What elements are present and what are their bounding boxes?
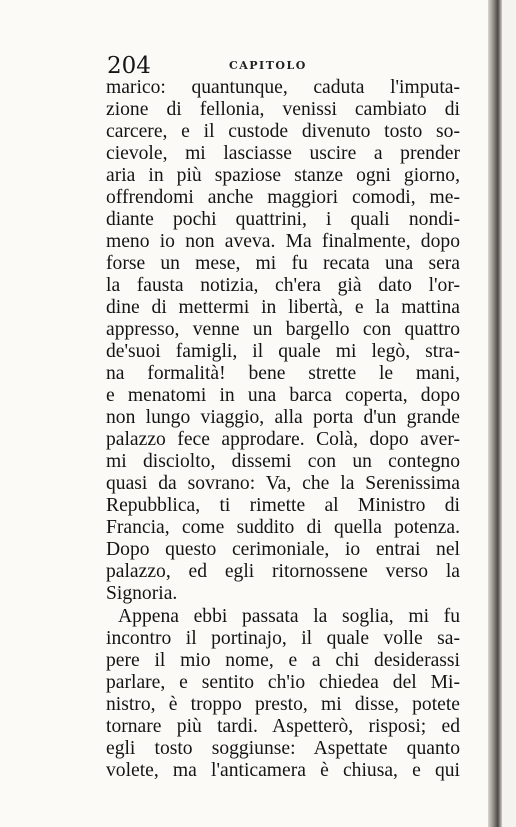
text-line: palazzo fece approdare. Colà, dopo aver- [106, 429, 460, 450]
text-line: offrendomi anche maggiori comodi, me- [106, 187, 460, 208]
text-line: zione di fellonia, venissi cambiato di [106, 99, 460, 120]
page-number: 204 [107, 53, 151, 79]
text-line: meno io non aveva. Ma finalmente, dopo [106, 231, 460, 252]
text-line: pere il mio nome, e a chi desiderassi [106, 650, 460, 671]
text-line: volete, ma l'anticamera è chiusa, e qui [106, 760, 460, 781]
text-line: cievole, mi lasciasse uscire a prender [106, 143, 460, 164]
text-line: Dopo questo cerimoniale, io entrai nel [106, 539, 460, 560]
text-line: mi disciolto, dissemi con un contegno [106, 451, 460, 472]
text-line: quasi da sovrano: Va, che la Serenissima [106, 473, 460, 494]
text-line: forse un mese, mi fu recata una sera [106, 253, 460, 274]
text-line: marico: quantunque, caduta l'imputa- [106, 77, 460, 98]
text-line: Repubblica, ti rimette al Ministro di [106, 495, 460, 516]
text-line: Signoria. [106, 583, 178, 604]
body-text [106, 77, 460, 782]
text-line: de'suoi famigli, il quale mi legò, stra- [106, 341, 460, 362]
text-line: parlare, e sentito ch'io chiedea del Mi- [106, 672, 460, 693]
text-line: egli tosto soggiunse: Aspettate quanto [106, 738, 460, 759]
text-line: diante pochi quattrini, i quali nondi- [106, 209, 460, 230]
page-header [107, 52, 459, 80]
text-line: palazzo, ed egli ritornossene verso la [106, 561, 460, 582]
text-line: Francia, come suddito di quella potenza. [106, 517, 460, 538]
text-line: Appena ebbi passata la soglia, mi fu [118, 606, 460, 627]
page-edge-shadow [488, 0, 502, 827]
text-line: non lungo viaggio, alla porta d'un grande [106, 407, 460, 428]
text-line: incontro il portinajo, il quale volle sa- [106, 628, 460, 649]
paragraph-2 [106, 606, 460, 782]
text-line: appresso, venne un bargello con quattro [106, 319, 460, 340]
text-line: carcere, e il custode divenuto tosto so- [106, 121, 460, 142]
page-margin-right [502, 0, 516, 827]
running-head: CAPITOLO [229, 59, 307, 72]
text-line: na formalità! bene strette le mani, [106, 363, 460, 384]
text-line: tornare più tardi. Aspetterò, risposi; ed [106, 716, 460, 737]
text-line: nistro, è troppo presto, mi disse, potete [106, 694, 460, 715]
paragraph-1 [106, 77, 460, 605]
text-line: aria in più spaziose stanze ogni giorno, [106, 165, 460, 186]
text-line: la fausta notizia, ch'era già dato l'or- [106, 275, 460, 296]
text-line: e menatomi in una barca coperta, dopo [106, 385, 460, 406]
text-line: dine di mettermi in libertà, e la mattina [106, 297, 460, 318]
